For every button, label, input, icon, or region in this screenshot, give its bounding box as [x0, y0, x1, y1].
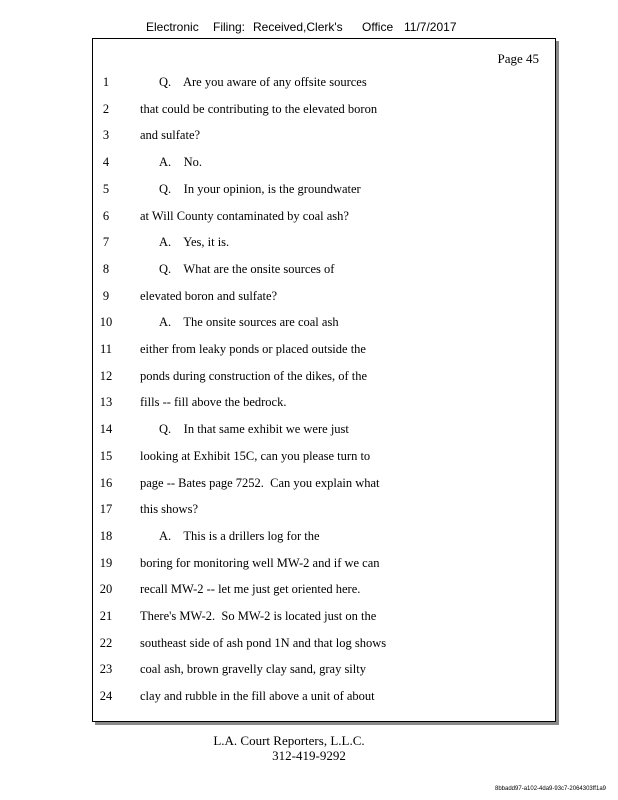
line-number: 21 — [99, 609, 113, 623]
line-text: There's MW-2. So MW-2 is located just on the — [140, 609, 377, 623]
transcript-line — [93, 235, 555, 253]
transcript-line — [93, 609, 555, 627]
line-number: 16 — [99, 475, 113, 490]
transcript-line — [93, 662, 555, 680]
line-text: southeast side of ash pond 1N and that log shows — [140, 635, 387, 650]
line-text: Q. In your opinion, is the groundwater — [159, 181, 361, 196]
line-number: 2 — [102, 101, 110, 116]
line-number: 18 — [99, 528, 113, 543]
transcript-line — [93, 289, 555, 307]
line-number: 5 — [102, 181, 110, 196]
line-number: 1 — [102, 75, 110, 89]
line-number: 14 — [99, 422, 113, 437]
transcript-line — [93, 262, 555, 280]
document-id: 8bbadd97-a102-4da9-93c7-2064303ff1a9 — [495, 786, 606, 792]
line-number: 24 — [99, 689, 113, 704]
line-number: 6 — [102, 208, 110, 223]
transcript-page — [92, 38, 556, 722]
line-number: 13 — [99, 395, 113, 410]
line-text: A. No. — [159, 155, 203, 170]
footer-phone: 312-419-9292 — [272, 748, 346, 763]
line-text: Q. In that same exhibit we were just — [159, 422, 349, 437]
filing-stamp-word: Filing: — [213, 20, 246, 34]
line-number: 23 — [99, 662, 113, 677]
transcript-line — [93, 556, 555, 574]
line-number: 10 — [99, 315, 113, 330]
transcript-line — [93, 128, 555, 146]
line-number: 20 — [99, 582, 113, 597]
transcript-line — [93, 422, 555, 440]
line-text: A. Yes, it is. — [159, 235, 230, 250]
filing-stamp-word: Electronic — [146, 20, 199, 34]
line-text: Q. Are you aware of any offsite sources — [159, 75, 367, 89]
transcript-line — [93, 476, 555, 494]
transcript-line — [93, 209, 555, 227]
transcript-line — [93, 102, 555, 120]
transcript-line — [93, 315, 555, 333]
transcript-line — [93, 342, 555, 360]
transcript-line — [93, 369, 555, 387]
line-number: 15 — [99, 448, 113, 463]
line-text: ponds during construction of the dikes, of the — [140, 368, 368, 383]
transcript-line — [93, 636, 555, 654]
transcript-line — [93, 689, 555, 707]
transcript-line — [93, 155, 555, 173]
line-text: boring for monitoring well MW-2 and if we can — [140, 555, 380, 570]
line-text: elevated boron and sulfate? — [140, 288, 278, 303]
line-text: A. This is a drillers log for the — [159, 528, 320, 543]
line-number: 9 — [102, 288, 110, 303]
line-number: 11 — [99, 342, 113, 356]
transcript-line — [93, 449, 555, 467]
line-number: 3 — [102, 128, 110, 143]
line-number: 22 — [99, 635, 113, 650]
line-text: fills -- fill above the bedrock. — [140, 395, 287, 410]
filing-stamp-word: Office — [362, 20, 394, 34]
line-number: 4 — [102, 155, 110, 170]
transcript-line — [93, 395, 555, 413]
transcript-line — [93, 502, 555, 520]
line-number: 19 — [99, 555, 113, 570]
line-text: looking at Exhibit 15C, can you please turn to — [140, 448, 371, 463]
transcript-line — [93, 182, 555, 200]
page-number: Page 45 — [497, 51, 539, 66]
line-number: 7 — [102, 235, 110, 250]
line-text: Q. What are the onsite sources of — [159, 261, 335, 276]
line-number: 8 — [102, 261, 110, 276]
line-number: 17 — [99, 502, 113, 517]
line-text: and sulfate? — [140, 128, 201, 143]
line-text: A. The onsite sources are coal ash — [159, 315, 339, 330]
filing-stamp-word: Received,Clerk's — [253, 20, 343, 34]
line-text: this shows? — [140, 502, 198, 517]
filing-stamp-word: 11/7/2017 — [404, 20, 457, 34]
filing-stamp-header — [0, 20, 618, 36]
line-text: clay and rubble in the fill above a unit of about — [140, 689, 375, 704]
footer-company: L.A. Court Reporters, L.L.C. — [213, 733, 365, 748]
line-number: 12 — [99, 368, 113, 383]
transcript-line — [93, 75, 555, 93]
line-text: that could be contributing to the elevated boron — [140, 101, 378, 116]
line-text: recall MW-2 -- let me just get oriented here. — [140, 582, 361, 597]
transcript-line — [93, 582, 555, 600]
line-text: page -- Bates page 7252. Can you explain what — [140, 475, 380, 490]
line-text: at Will County contaminated by coal ash? — [140, 208, 349, 223]
line-text: coal ash, brown gravelly clay sand, gray silty — [140, 662, 366, 677]
line-text: either from leaky ponds or placed outside the — [140, 342, 366, 356]
transcript-line — [93, 529, 555, 547]
